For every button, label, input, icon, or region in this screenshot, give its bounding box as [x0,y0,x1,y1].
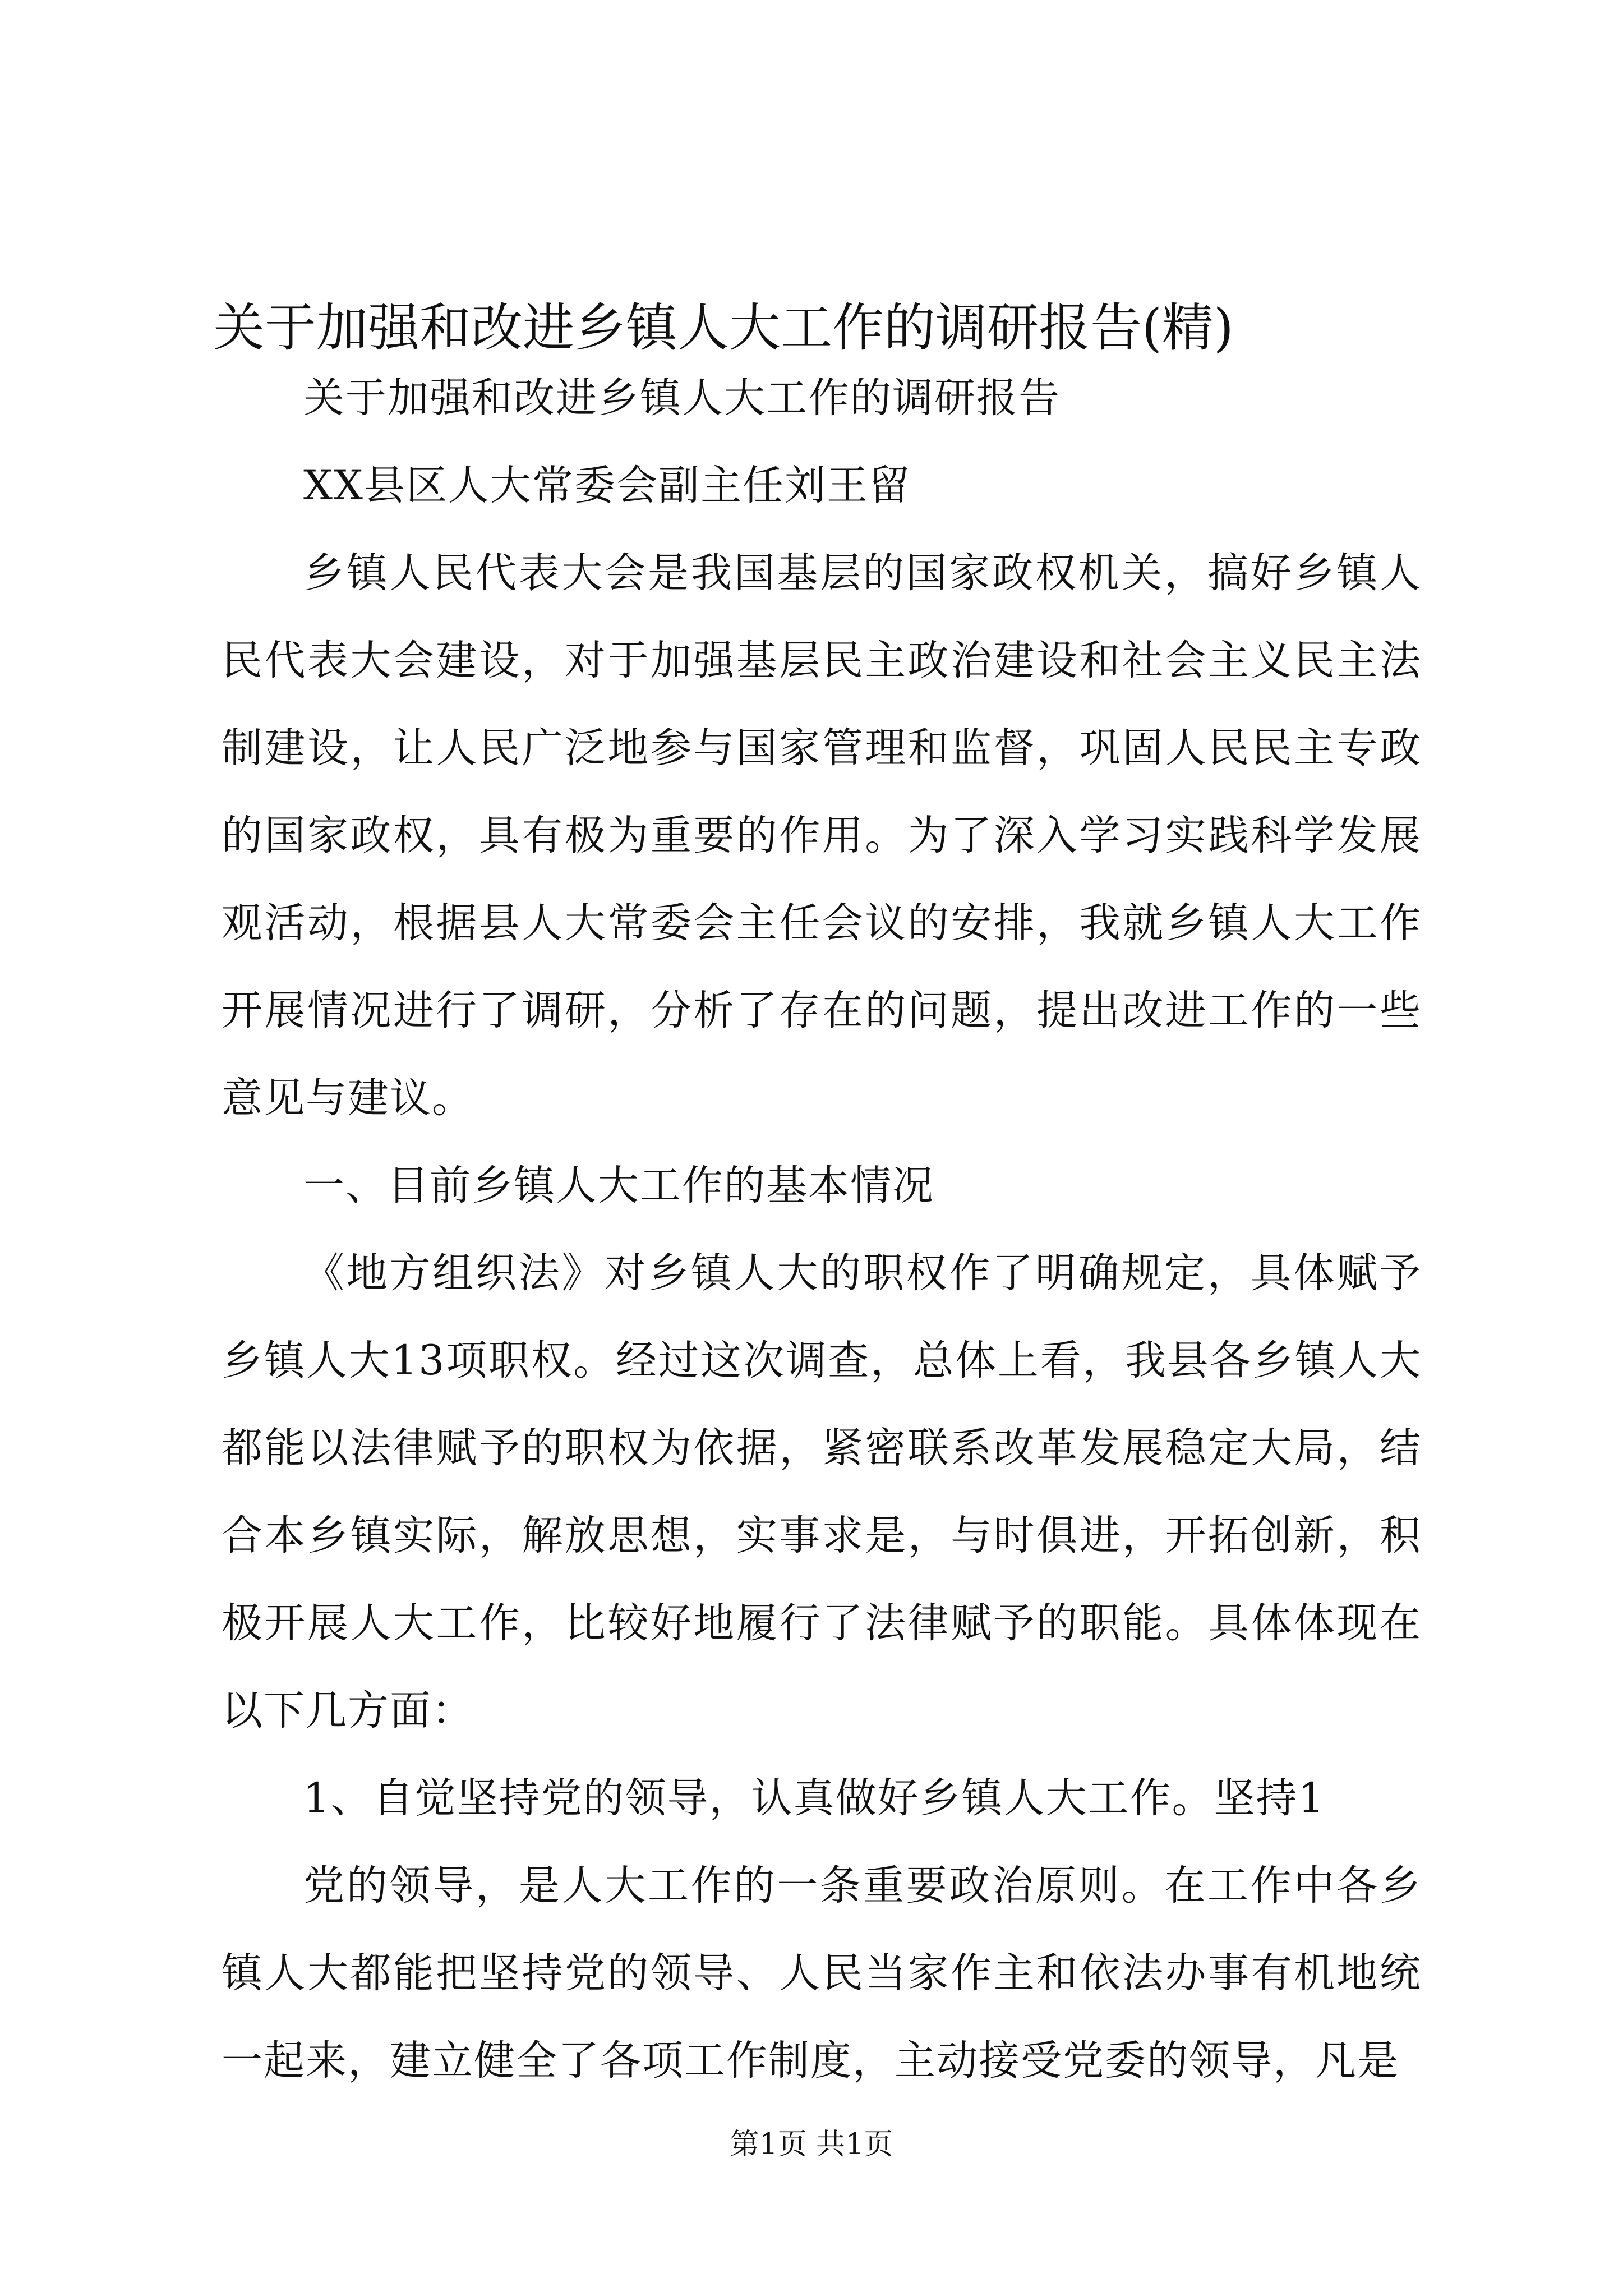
section-heading: 一、目前乡镇人大工作的基本情况 [303,1162,934,1209]
page-footer: 第1页 共1页 [730,2128,893,2161]
author-line: XX县区人大常委会副主任刘王留 [303,462,911,509]
subsection-heading: 1、自觉坚持党的领导，认真做好乡镇人大工作。坚持1 [303,1774,1325,1822]
subtitle-paragraph: 关于加强和改进乡镇人大工作的调研报告 [303,374,1061,422]
body-paragraph: 《地方组织法》对乡镇人大的职权作了明确规定，具体赋予乡镇人大13项职权。经过这次调查，总体上看，我县各乡镇人大都能以法律赋予的职权为依据，紧密联系改革发展稳定大局，结合本乡镇实际，解放思想，实事求是，与时俱进，开拓创新，积极开展人大工作，比较好地履行了法律赋予的职能。具体体现在以下几方面： [222,1249,1422,1734]
intro-paragraph: 乡镇人民代表大会是我国基层的国家政权机关，搞好乡镇人民代表大会建设，对于加强基层民主政治建设和社会主义民主法制建设，让人民广泛地参与国家管理和监督，巩固人民民主专政的国家政权，具有极为重要的作用。为了深入学习实践科学发展观活动，根据县人大常委会主任会议的安排，我就乡镇人大工作开展情况进行了调研，分析了存在的问题，提出改进工作的一些意见与建议。 [222,549,1422,1122]
document-title: 关于加强和改进乡镇人大工作的调研报告(精) [213,298,1234,358]
body-paragraph: 党的领导，是人大工作的一条重要政治原则。在工作中各乡镇人大都能把坚持党的领导、人民当家作主和依法办事有机地统一起来，建立健全了各项工作制度，主动接受党委的领导，凡是 [222,1862,1422,2085]
document-body [222,355,1422,2105]
